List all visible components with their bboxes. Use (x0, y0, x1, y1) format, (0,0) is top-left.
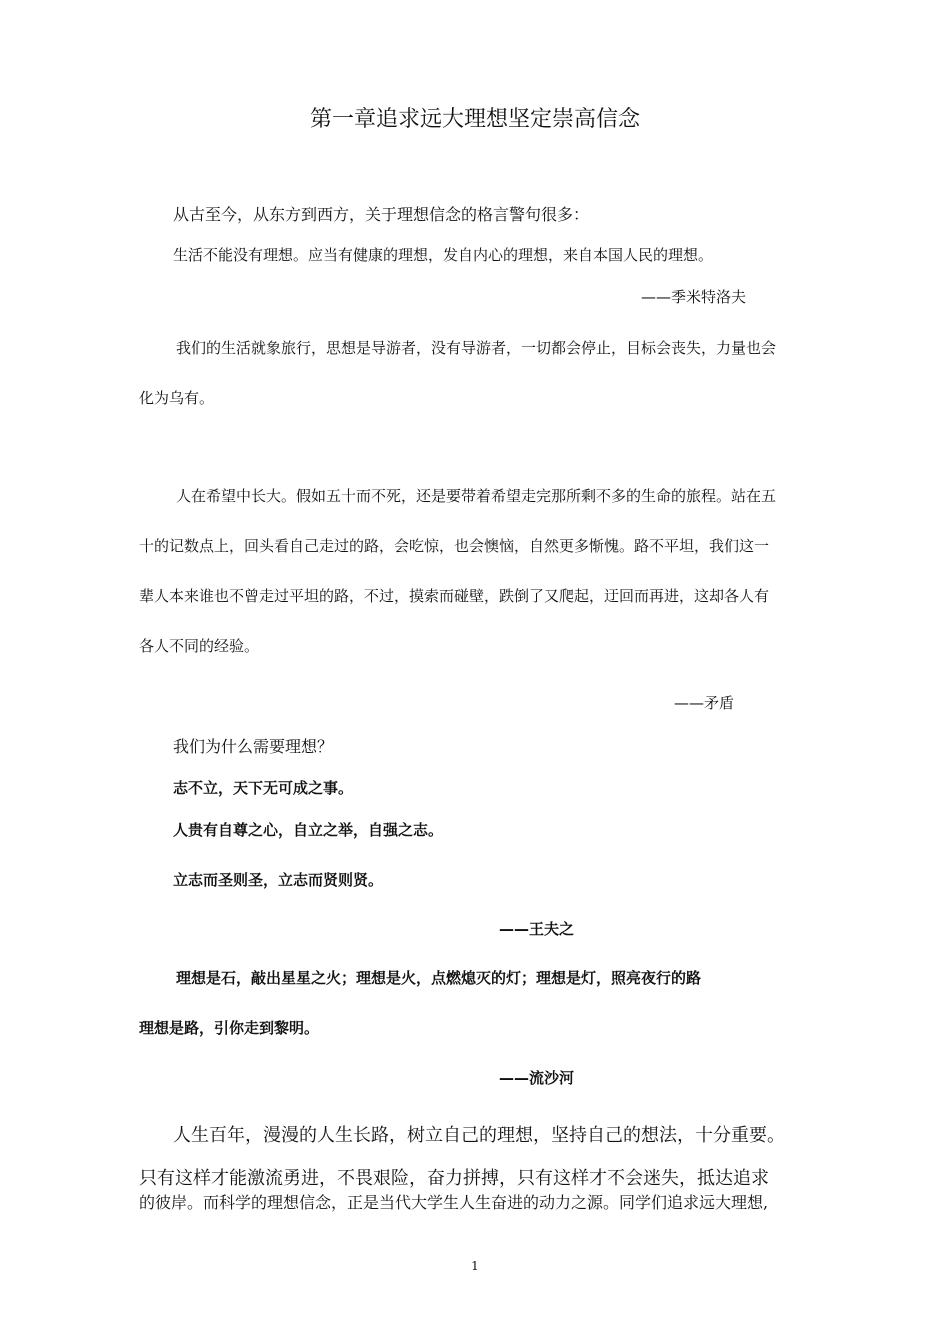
page-title: 第一章追求远大理想坚定崇高信念 (309, 107, 640, 132)
quote-text: 化为乌有。 (139, 389, 215, 407)
quote-text: 辈人本来谁也不曾走过平坦的路，不过，摸索而碰壁，跌倒了又爬起，迂回而再进，这却各人有 (139, 587, 770, 605)
quote-author: ——流沙河 (499, 1069, 575, 1087)
quote-text: 生活不能没有理想。应当有健康的理想，发自内心的理想，来自本国人民的理想。 (173, 246, 714, 264)
bold-quote: 志不立，天下无可成之事。 (173, 779, 354, 797)
quote-text: 人在希望中长大。假如五十而不死，还是要带着希望走完那所剩不多的生命的旅程。站在五 (176, 487, 777, 505)
page-number: 1 (471, 1259, 479, 1273)
section-question: 我们为什么需要理想？ (173, 737, 334, 756)
intro-text: 从古至今，从东方到西方，关于理想信念的格言警句很多： (173, 205, 590, 224)
quote-text: 十的记数点上，回头看自己走过的路，会吃惊，也会懊恼，自然更多惭愧。路不平坦，我们这一 (139, 537, 770, 555)
body-paragraph: 只有这样才能激流勇进，不畏艰险，奋力拼搏，只有这样才不会迷失，抵达追求 (139, 1168, 769, 1189)
bold-quote: 人贵有自尊之心，自立之举，自强之志。 (173, 821, 444, 839)
bold-quote: 理想是路，引你走到黎明。 (139, 1019, 320, 1037)
quote-text: 我们的生活就象旅行，思想是导游者，没有导游者，一切都会停止，目标会丧失，力量也会 (176, 339, 777, 357)
bold-quote: 理想是石，敲出星星之火；理想是火，点燃熄灭的灯；理想是灯，照亮夜行的路 (176, 969, 702, 987)
body-paragraph: 人生百年，漫漫的人生长路，树立自己的理想，坚持自己的想法，十分重要。 (173, 1125, 785, 1146)
quote-text: 各人不同的经验。 (139, 637, 260, 655)
quote-author: ——矛盾 (674, 694, 735, 712)
quote-author: ——季米特洛夫 (641, 288, 747, 306)
quote-author: ——王夫之 (499, 920, 575, 938)
body-paragraph: 的彼岸。而科学的理想信念，正是当代大学生人生奋进的动力之源。同学们追求远大理想, (139, 1193, 769, 1212)
bold-quote: 立志而圣则圣，立志而贤则贤。 (173, 871, 384, 889)
